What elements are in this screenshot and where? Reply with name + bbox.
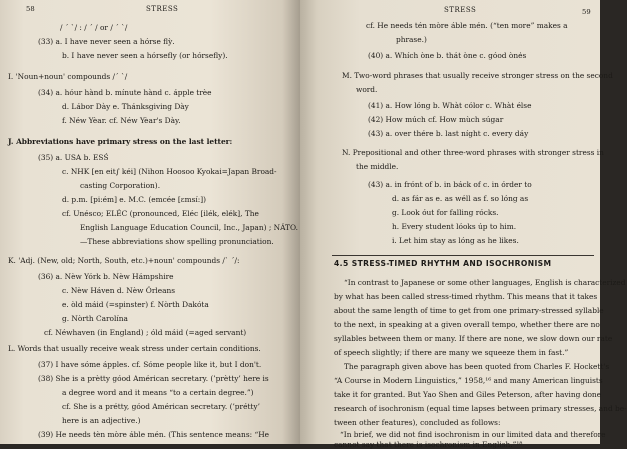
example-line: (33) a. I have never seen a hórse flỳ. <box>38 37 175 46</box>
section-heading: word. <box>356 85 378 94</box>
example-line: h. Every student lóoks úp to him. <box>392 222 517 231</box>
example-line: c. NHK [en eit∫ kéi] (Nihon Hoosoo Kyokai=Japan Broad- <box>62 167 277 176</box>
example-line: g. Nòrth Carolína <box>62 314 128 323</box>
example-line: (39) He needs tèn mòre áble mén. (This sentence means: “He <box>38 430 270 439</box>
example-line: g. Look óut for falling rócks. <box>392 208 499 217</box>
example-line: e. òld máid (=spinster) f. Nòrth Dakóta <box>62 300 209 309</box>
body-line: “In contrast to Japanese or some other languages, English is characterized <box>344 278 626 287</box>
body-line: syllables between them or many. If there are none, we slow down our rate <box>334 334 613 343</box>
example-line: cf. Néwhaven (in England) ; óld máid (=aged servant) <box>44 328 247 337</box>
example-line: (43) a. over thére b. last níght c. every dáy <box>368 129 529 138</box>
page-number: 58 <box>26 5 35 13</box>
section-heading: N. Prepositional and other three-word phrases with stronger stress in <box>342 148 604 157</box>
example-line: cf. She is a prétty, góod Américan secretary. (’prétty’ <box>62 402 260 411</box>
body-line: “A Course in Modern Linguistics,” 1958,¹⁶ and many American linguists <box>334 376 603 385</box>
body-line: by what has been called stress-timed rhythm. This means that it takes <box>334 292 598 301</box>
right-page <box>300 0 627 449</box>
example-line: (36) a. Nèw Yórk b. Nèw Hámpshire <box>38 272 174 281</box>
section-heading: L. Words that usually receive weak stress under certain conditions. <box>8 344 261 353</box>
example-line: cf. Unésco; ELÉC (pronounced, Eléc [ilék, elék], The <box>62 209 259 218</box>
example-line: (37) I have sóme ápples. cf. Sóme people like it, but I don't. <box>38 360 262 369</box>
section-heading: the middle. <box>356 162 399 171</box>
example-line: d. as fár as e. as wéll as f. so lóng as <box>392 194 529 203</box>
example-line: a degree word and it means “to a certain degree.”) <box>62 388 254 397</box>
example-line: here is an adjective.) <box>62 416 141 425</box>
running-head: STRESS <box>444 6 477 14</box>
example-line: d. p.m. [pi:ém] e. M.C. (emcée [ɛmsí:]) <box>62 195 207 204</box>
example-line: b. I have never seen a hórsefly (or hórsefly). <box>62 51 228 60</box>
example-line: (42) How múch cf. How mùch súgar <box>368 115 504 124</box>
example-line: —These abbreviations show spelling pronunciation. <box>80 237 274 246</box>
example-line: c. Nèw Háven d. Nèw Órleans <box>62 286 176 295</box>
example-line: (35) a. USA b. ESŚ <box>38 153 109 162</box>
left-page <box>0 0 300 444</box>
example-line: cf. He needs tén mòre áble mén. (“ten more” makes a <box>366 21 568 30</box>
body-line: tween other features), concluded as follows: <box>334 418 501 427</box>
example-line: f. Néw Yèar. cf. Néw Yèar's Dày. <box>62 116 181 125</box>
body-line: to the next, in speaking at a given overall tempo, whether there are no <box>334 320 600 329</box>
body-line: “In brief, we did not find isochronism in our limited data and therefore <box>340 430 606 439</box>
section-heading: J. Abbreviations have primary stress on the last letter: <box>8 137 233 146</box>
body-line: The paragraph given above has been quoted from Charles F. Hockett's <box>344 362 610 371</box>
running-head: STRESS <box>146 5 179 13</box>
body-line: of speech slightly; if there are many we squeeze them in fast.” <box>334 348 569 357</box>
page-number: 59 <box>582 8 591 16</box>
example-line: (34) a. hóur hànd b. mínute hànd c. ápple trèe <box>38 88 212 97</box>
stress-pattern-line: / ˊ ˋ/ : / ˊ / or / ˊ ˋ/ <box>60 23 128 32</box>
body-line: research of isochronism (equal time lapses between primary stresses, and be- <box>334 404 627 413</box>
example-line: d. Lábor Dày e. Thánksgiving Dày <box>62 102 189 111</box>
example-line: (40) a. Whích òne b. thát òne c. góod òne̍s <box>368 51 527 60</box>
example-line: phrase.) <box>396 35 427 44</box>
section-heading: K. 'Adj. (New, old; North, South, etc.)+noun' compounds /ˋ ˊ/: <box>8 256 240 265</box>
body-line: about the same length of time to get from one primary-stressed syllable <box>334 306 604 315</box>
example-line: casting Corporation). <box>80 181 161 190</box>
example-line: (41) a. How lóng b. Whàt cólor c. Whàt élse <box>368 101 532 110</box>
section-heading: I. 'Noun+noun' compounds /ˊ ˋ/ <box>8 72 128 81</box>
section-rule <box>332 255 594 256</box>
section-title: 4.5 STRESS-TIMED RHYTHM AND ISOCHRONISM <box>334 259 552 268</box>
example-line: (43) a. in frónt of b. in báck of c. in órder to <box>368 180 532 189</box>
example-line: (38) She is a prètty góod Américan secretary. (’prètty’ here is <box>38 374 269 383</box>
example-line: English Language Education Council, Inc., Japan) ; NÁTO. <box>80 223 298 232</box>
body-line: cannot say that there is isochronism in English.”¹⁸ <box>334 440 523 449</box>
section-heading: M. Two-word phrases that usually receive stronger stress on the second <box>342 71 613 80</box>
body-line: take it for granted. But Yao Shen and Giles Peterson, after having done <box>334 390 602 399</box>
example-line: i. Let him stay as lóng as he likes. <box>392 236 519 245</box>
